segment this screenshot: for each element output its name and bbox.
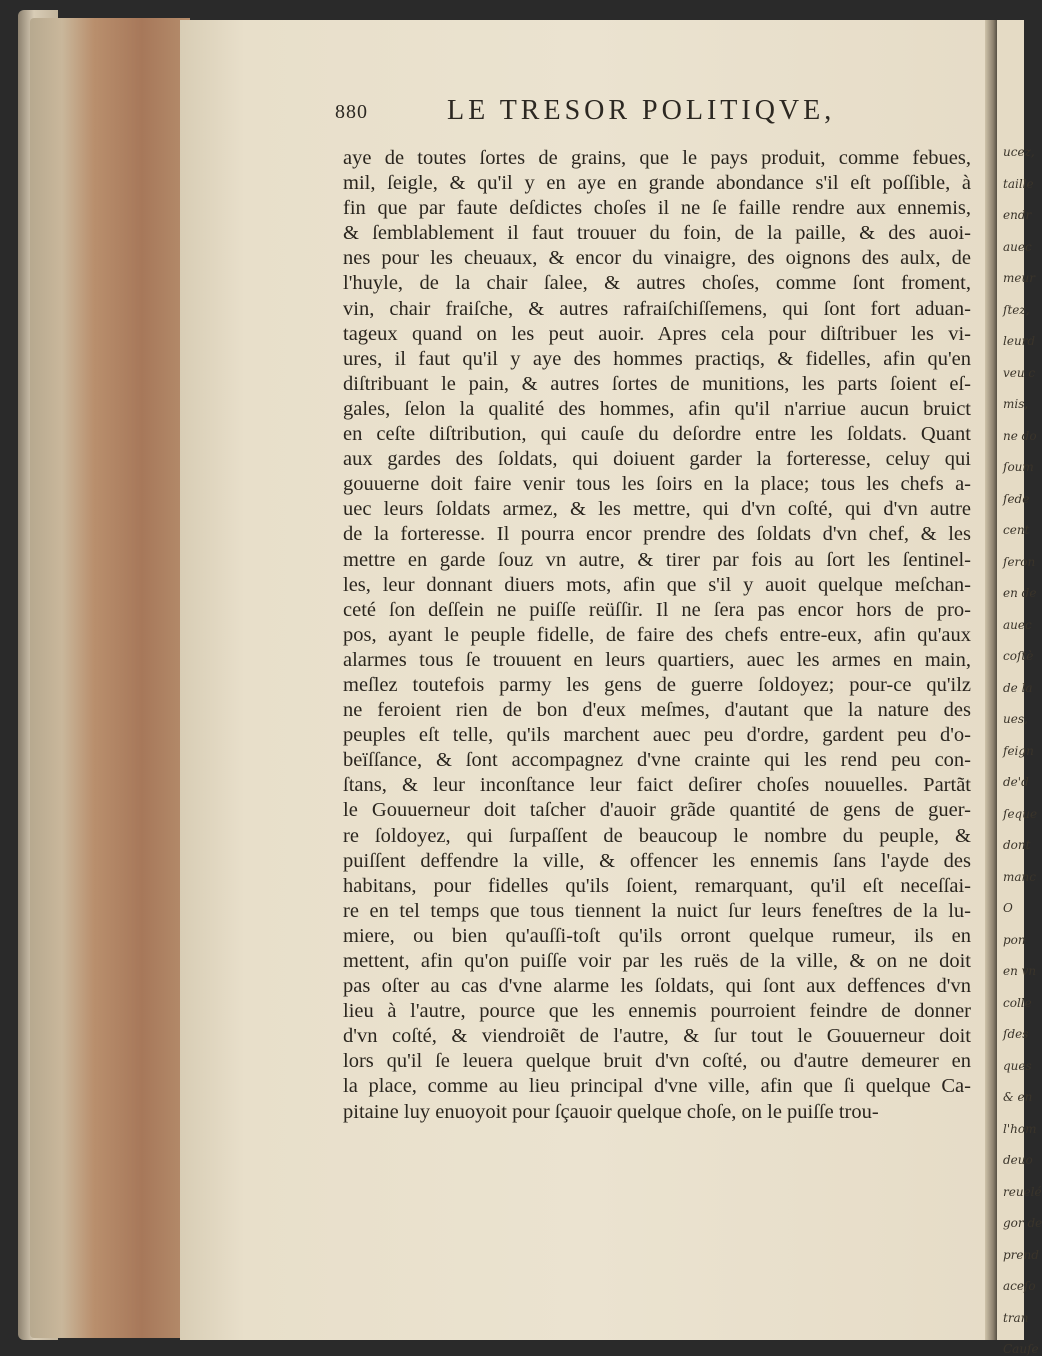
- page-header: [335, 95, 975, 135]
- next-page-fragment: coſtè: [1003, 649, 1034, 663]
- text-line: nes pour les cheuaux, & encor du vinaigre, des oignons des aulx, de: [343, 247, 971, 270]
- text-line: pitaine luy enuoyoit pour ſçauoir quelque choſe, on le puiſſe trou-: [343, 1100, 879, 1123]
- text-line: mettent, afin qu'on puiſſe voir par les ruës de la ville, & on ne doit: [343, 950, 971, 972]
- next-page-fragment: aceſo: [1003, 1279, 1036, 1293]
- text-line: gales, ſelon la qualité des hommes, afin qu'il n'arriue aucun bruict: [343, 397, 971, 420]
- next-page-fragment: dont: [1003, 838, 1031, 852]
- text-line: ceté ſon deſſein ne puiſſe reüſſir. Il ne ſera pas encor hors de pro-: [343, 598, 971, 621]
- text-line: miere, ou bien qu'auſſi-toſt qu'ils orront quelque rumeur, ils en: [343, 924, 971, 947]
- text-line: d'vn coſté, & viendroiẽt de l'autre, & ſur tout le Gouuerneur doit: [343, 1025, 971, 1048]
- next-page-fragment: & en: [1003, 1090, 1033, 1104]
- next-page-fragment: cent: [1003, 523, 1030, 537]
- next-page-fragment: mis,: [1003, 397, 1029, 411]
- next-page-fragment: endr: [1003, 208, 1032, 222]
- next-page-fragment: ues,: [1003, 712, 1028, 726]
- text-line: meſlez toutefois parmy les gens de guerre ſoldoyez; pour-ce qu'ilz: [343, 673, 971, 696]
- text-line: les, leur donnant diuers mots, afin que s'il y auoit quelque meſchan-: [343, 573, 971, 596]
- next-page-fragment: ſede: [1003, 491, 1030, 506]
- text-line: aye de toutes ſortes de grains, que le pays produit, comme febues,: [343, 147, 971, 169]
- text-line: lors qu'il ſe leuera quelque bruit d'vn coſté, ou d'autre demeurer en: [343, 1050, 971, 1073]
- next-page-fragment: ſdes: [1003, 1027, 1029, 1041]
- text-line: ures, il faut qu'il y aye des hommes practiqs, & fidelles, afin qu'en: [343, 347, 971, 370]
- text-line: beïſſance, & ſont accompagnez d'vne crainte qui les rend peu con-: [343, 749, 971, 772]
- next-page-fragment: ſeque: [1003, 806, 1038, 821]
- next-page-fragment: prend: [1003, 1247, 1039, 1262]
- text-line: puiſſent deffendre la ville, & offencer les ennemis ſans l'ayde des: [343, 849, 971, 872]
- next-page-fragment: deuo: [1003, 1153, 1033, 1167]
- text-line: ſtans, & leur inconſtance leur faict deſirer choſes nouuelles. Partãt: [343, 774, 971, 797]
- text-line: pos, ayant le peuple fidelle, de faire des chefs entre-eux, afin qu'aux: [343, 623, 971, 646]
- text-line: pas oſter au cas d'vne alarme les ſoldats, qui ſont aux deffences d'vn: [343, 975, 971, 998]
- text-line: gouuerne doit faire venir tous les ſoirs en la place; tous les chefs a-: [343, 473, 971, 496]
- text-line: & ſemblablement il faut trouuer du foin, de la paille, & des auoi-: [343, 222, 971, 245]
- text-line: lieu à l'autre, pource que les ennemis pourroient feindre de donner: [343, 1000, 971, 1023]
- next-page-fragment: tran: [1003, 1310, 1029, 1325]
- text-line: alarmes tous ſe trouuent en leurs quartiers, auec les armes en main,: [343, 648, 971, 671]
- text-line: vin, chair fraiſche, & autres rafraiſchiſſemens, qui ſont fort aduan-: [343, 297, 971, 320]
- text-line: mil, ſeigle, & qu'il y en aye en grande abondance s'il eſt poſſible, à: [343, 172, 971, 195]
- text-line: l'huyle, de la chair ſalee, & autres choſes, comme ſont froment,: [343, 272, 971, 295]
- next-page-fragment: O: [1003, 901, 1013, 915]
- next-page-margin: [997, 20, 1042, 1356]
- next-page-fragment: feign: [1003, 743, 1034, 758]
- next-page-fragment: gor de: [1003, 1216, 1042, 1230]
- text-line: tageux quand on les peut auoir. Apres cela pour diſtribuer les vi-: [343, 322, 971, 345]
- text-line: fin que par faute deſdictes choſes il ne ſe faille rendre aux ennemis,: [343, 197, 971, 220]
- text-line: re en tel temps que tous tiennent la nuict ſur leurs feneſtres de la lu-: [343, 899, 971, 922]
- text-line: diſtribuant le pain, & autres ſortes de munitions, les parts ſoient eſ-: [343, 372, 971, 395]
- text-line: mettre en garde ſouz vn autre, & tirer par fois au ſort les ſentinel-: [343, 548, 971, 571]
- next-page-fragment: ſeron: [1003, 554, 1036, 569]
- text-line: aux gardes des ſoldats, qui doiuent garder la forteresse, celuy qui: [343, 448, 971, 471]
- next-page-fragment: colle: [1003, 995, 1032, 1010]
- text-line: peuples eſt telle, qu'ils marchent auec peu d'ordre, gardent peu d'o-: [343, 724, 971, 747]
- next-page-fragment: pon: [1003, 932, 1026, 947]
- next-page-fragment: veu c: [1003, 365, 1036, 380]
- next-page-fragment: l'hom: [1003, 1121, 1037, 1136]
- next-page-fragment: ucez,: [1003, 145, 1035, 159]
- next-page-fragment: ſoum: [1003, 460, 1034, 474]
- next-page-fragment: Cauſe: [1003, 1342, 1039, 1356]
- next-page-fragment: leurd: [1003, 334, 1036, 348]
- page-block-edge: [30, 18, 190, 1338]
- text-line: en ceſte diſtribution, qui cauſe du deſordre entre les ſoldats. Quant: [343, 423, 971, 446]
- text-line: uec leurs ſoldats armez, & les mettre, qui d'vn coſté, qui d'vn autre: [343, 498, 971, 521]
- next-page-fragment: manc: [1003, 869, 1036, 884]
- text-line: la place, comme au lieu principal d'vne ville, afin que ſi quelque Ca-: [343, 1075, 971, 1098]
- next-page-fragment: ne do: [1003, 428, 1037, 443]
- next-page-fragment: taille: [1003, 176, 1034, 191]
- text-line: ne feroient rien de bon d'eux meſmes, d'autant que la nature des: [343, 699, 971, 722]
- text-line: habitans, pour fidelles qu'ils ſoient, remarquant, qu'il eſt neceſſai-: [343, 874, 971, 897]
- next-page-fragment: auec: [1003, 239, 1032, 254]
- body-text: [343, 146, 983, 1125]
- next-page-fragment: meur: [1003, 271, 1035, 285]
- next-page-fragment: ſtez,: [1003, 302, 1030, 317]
- next-page-fragment: ques: [1003, 1058, 1032, 1073]
- running-title: LE TRESOR POLITIQVE,: [447, 95, 836, 126]
- page-number: 880: [335, 101, 368, 123]
- next-page-fragment: de la: [1003, 680, 1033, 695]
- next-page-fragment: reuelé: [1003, 1184, 1042, 1199]
- next-page-fragment: en de: [1003, 586, 1037, 600]
- text-line: re ſoldoyez, qui ſurpaſſent de beaucoup le nombre du peuple, &: [343, 824, 971, 847]
- text-line: le Gouuerneur doit taſcher d'auoir grãde quantité de gens de guer-: [343, 799, 971, 822]
- text-line: de la forteresse. Il pourra encor prendre des ſoldats d'vn chef, & les: [343, 523, 971, 546]
- next-page-fragment: de'd: [1003, 775, 1029, 789]
- next-page-fragment: en vn: [1003, 964, 1037, 978]
- next-page-fragment: auec: [1003, 617, 1032, 632]
